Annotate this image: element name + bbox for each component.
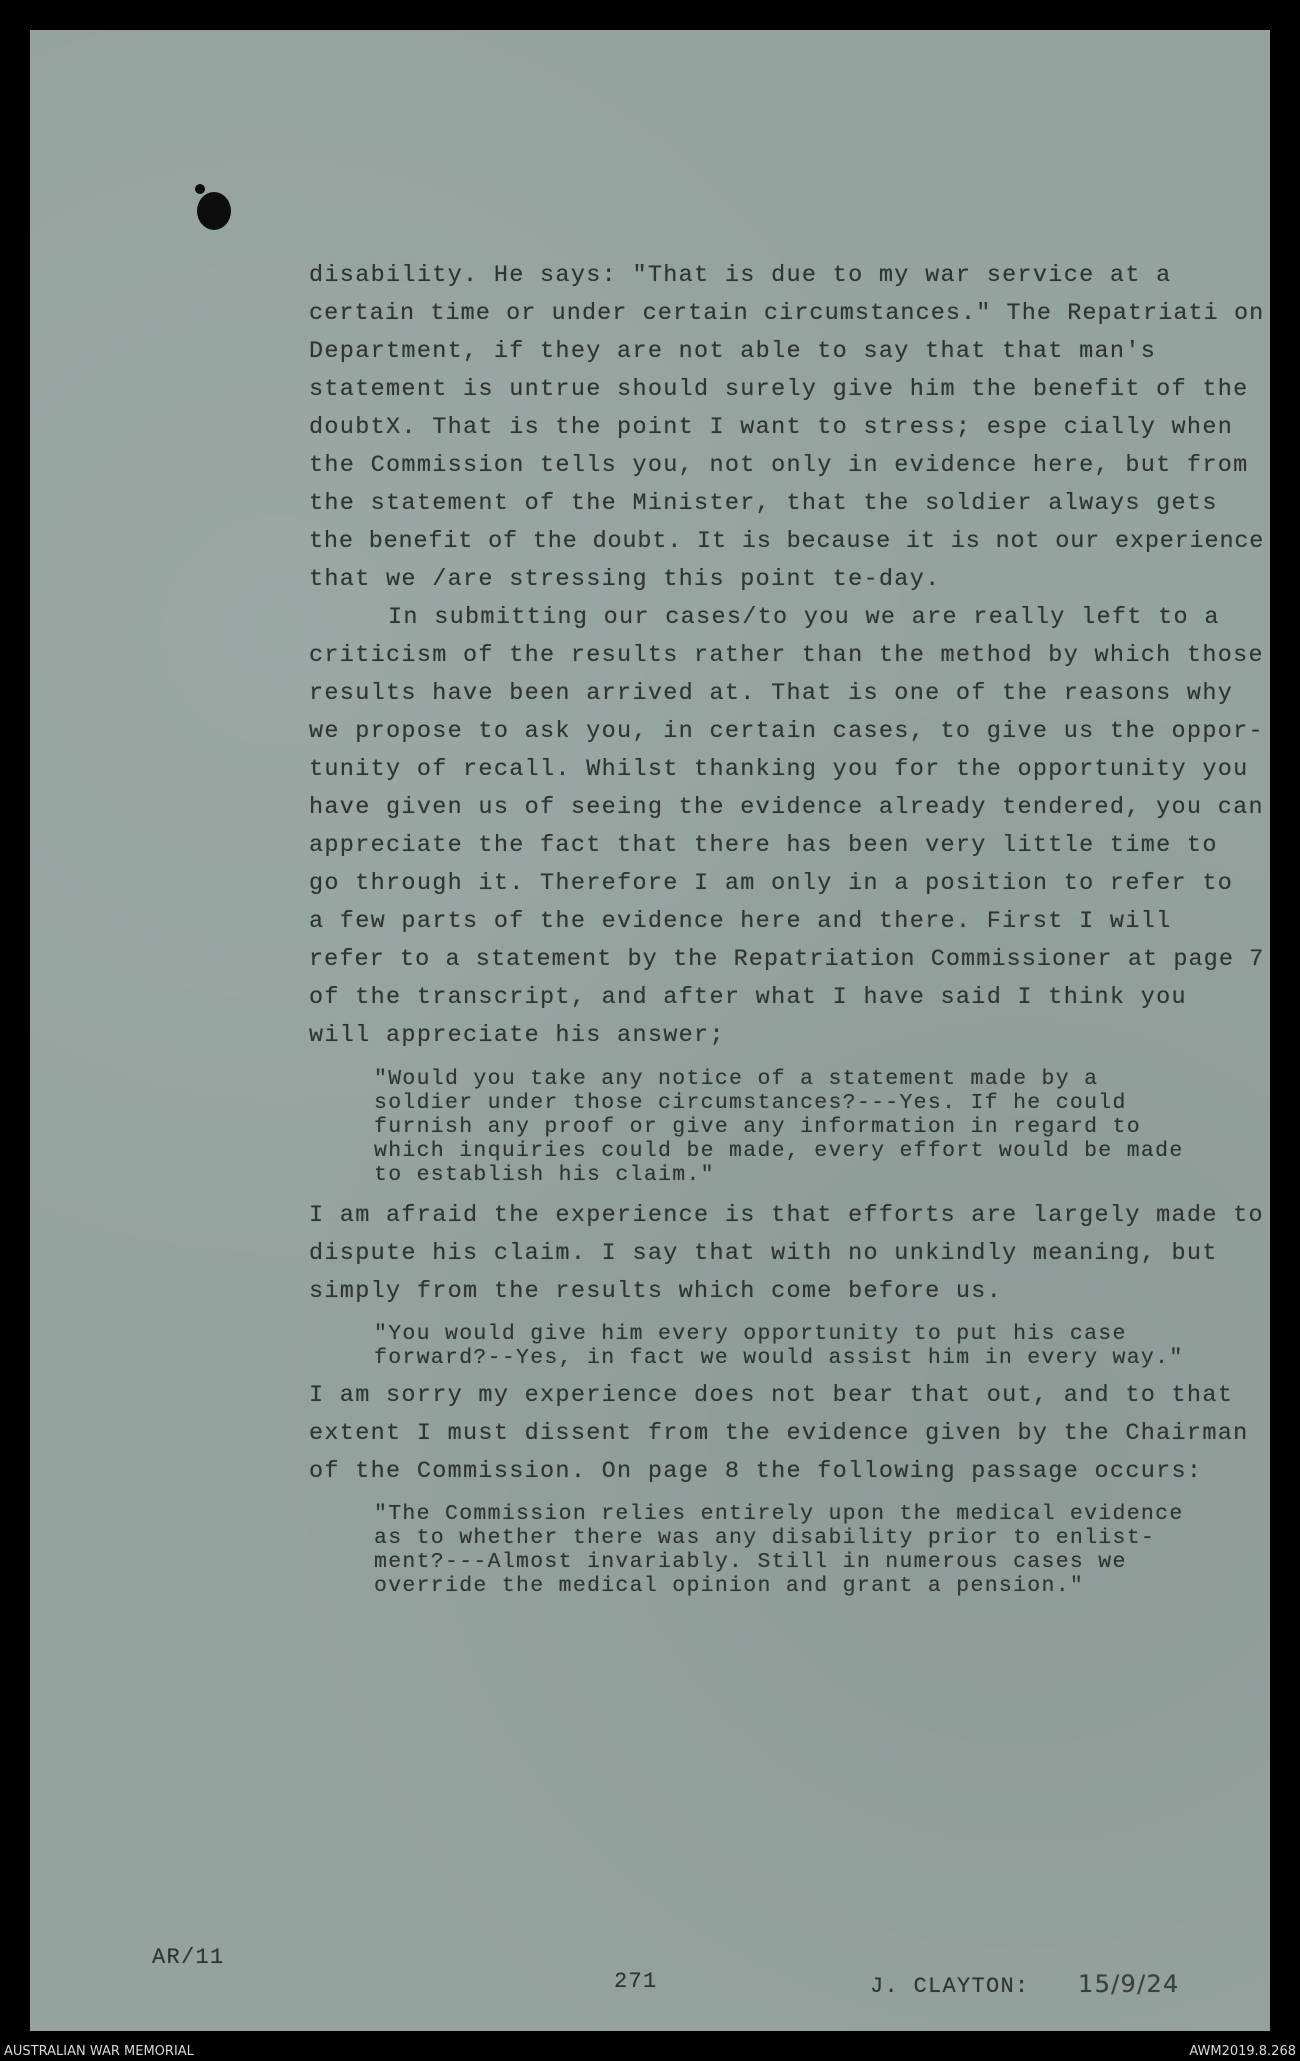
text-line: the benefit of the doubt. It is because it is not our experience	[309, 528, 1265, 555]
text-line: tunity of recall. Whilst thanking you for the opportunity you	[309, 756, 1249, 783]
text-line: a few parts of the evidence here and there. First I will	[309, 908, 1172, 935]
archive-footer	[0, 2031, 1300, 2061]
footer-accession-id: AWM2019.8.268	[1189, 2044, 1296, 2059]
text-line: doubtX. That is the point I want to stress; espe cially when	[309, 414, 1234, 441]
signature: J. CLAYTON:	[870, 1974, 1030, 1999]
quote-line: ment?---Almost invariably. Still in numerous cases we	[374, 1550, 1127, 1574]
quote-line: "The Commission relies entirely upon the medical evidence	[374, 1502, 1184, 1526]
quote-line: "Would you take any notice of a statement made by a	[374, 1067, 1099, 1091]
text-line: we propose to ask you, in certain cases, to give us the oppor-	[309, 718, 1264, 745]
text-line: of the Commission. On page 8 the following passage occurs:	[309, 1458, 1203, 1485]
quote-line: furnish any proof or give any information in regard to	[374, 1115, 1141, 1139]
text-line: I am sorry my experience does not bear that out, and to that	[309, 1382, 1234, 1409]
text-line: disability. He says: "That is due to my war service at a	[309, 262, 1172, 289]
text-line: refer to a statement by the Repatriation Commissioner at page 7	[309, 946, 1265, 973]
quote-line: which inquiries could be made, every effort would be made	[374, 1139, 1184, 1163]
text-line: appreciate the fact that there has been very little time to	[309, 832, 1218, 859]
reference-code: AR/11	[152, 1945, 225, 1970]
text-line: will appreciate his answer;	[309, 1022, 725, 1049]
quote-line: as to whether there was any disability prior to enlist-	[374, 1526, 1156, 1550]
quote-line: soldier under those circumstances?---Yes. If he could	[374, 1091, 1127, 1115]
text-line: the Commission tells you, not only in evidence here, but from	[309, 452, 1249, 479]
text-line: criticism of the results rather than the method by which those	[309, 642, 1264, 669]
quote-line: "You would give him every opportunity to put his case	[374, 1322, 1127, 1346]
document-page	[30, 30, 1270, 2031]
text-line: extent I must dissent from the evidence given by the Chairman	[309, 1420, 1249, 1447]
signature-date: 15/9/24	[1078, 1970, 1180, 1998]
footer-institution: AUSTRALIAN WAR MEMORIAL	[4, 2044, 194, 2059]
text-line: results have been arrived at. That is one of the reasons why	[309, 680, 1234, 707]
text-line: In submitting our cases/to you we are really left to a	[388, 604, 1220, 631]
text-line: the statement of the Minister, that the soldier always gets	[309, 490, 1218, 517]
text-line: simply from the results which come before us.	[309, 1278, 1003, 1305]
text-line: certain time or under certain circumstances." The Repatriati on	[309, 300, 1265, 327]
text-line: of the transcript, and after what I have said I think you	[309, 984, 1187, 1011]
text-line: statement is untrue should surely give him the benefit of the	[309, 376, 1249, 403]
text-line: Department, if they are not able to say that that man's	[309, 338, 1157, 365]
text-line: that we /are stressing this point te-day.	[309, 566, 941, 593]
punch-hole	[197, 192, 231, 230]
quote-line: forward?--Yes, in fact we would assist him in every way."	[374, 1346, 1184, 1370]
page-number: 271	[614, 1969, 658, 1994]
text-line: have given us of seeing the evidence already tendered, you can	[309, 794, 1264, 821]
quote-line: to establish his claim."	[374, 1163, 715, 1187]
text-line: dispute his claim. I say that with no unkindly meaning, but	[309, 1240, 1218, 1267]
text-line: I am afraid the experience is that efforts are largely made to	[309, 1202, 1264, 1229]
text-line: go through it. Therefore I am only in a position to refer to	[309, 870, 1234, 897]
quote-line: override the medical opinion and grant a pension."	[374, 1574, 1085, 1598]
